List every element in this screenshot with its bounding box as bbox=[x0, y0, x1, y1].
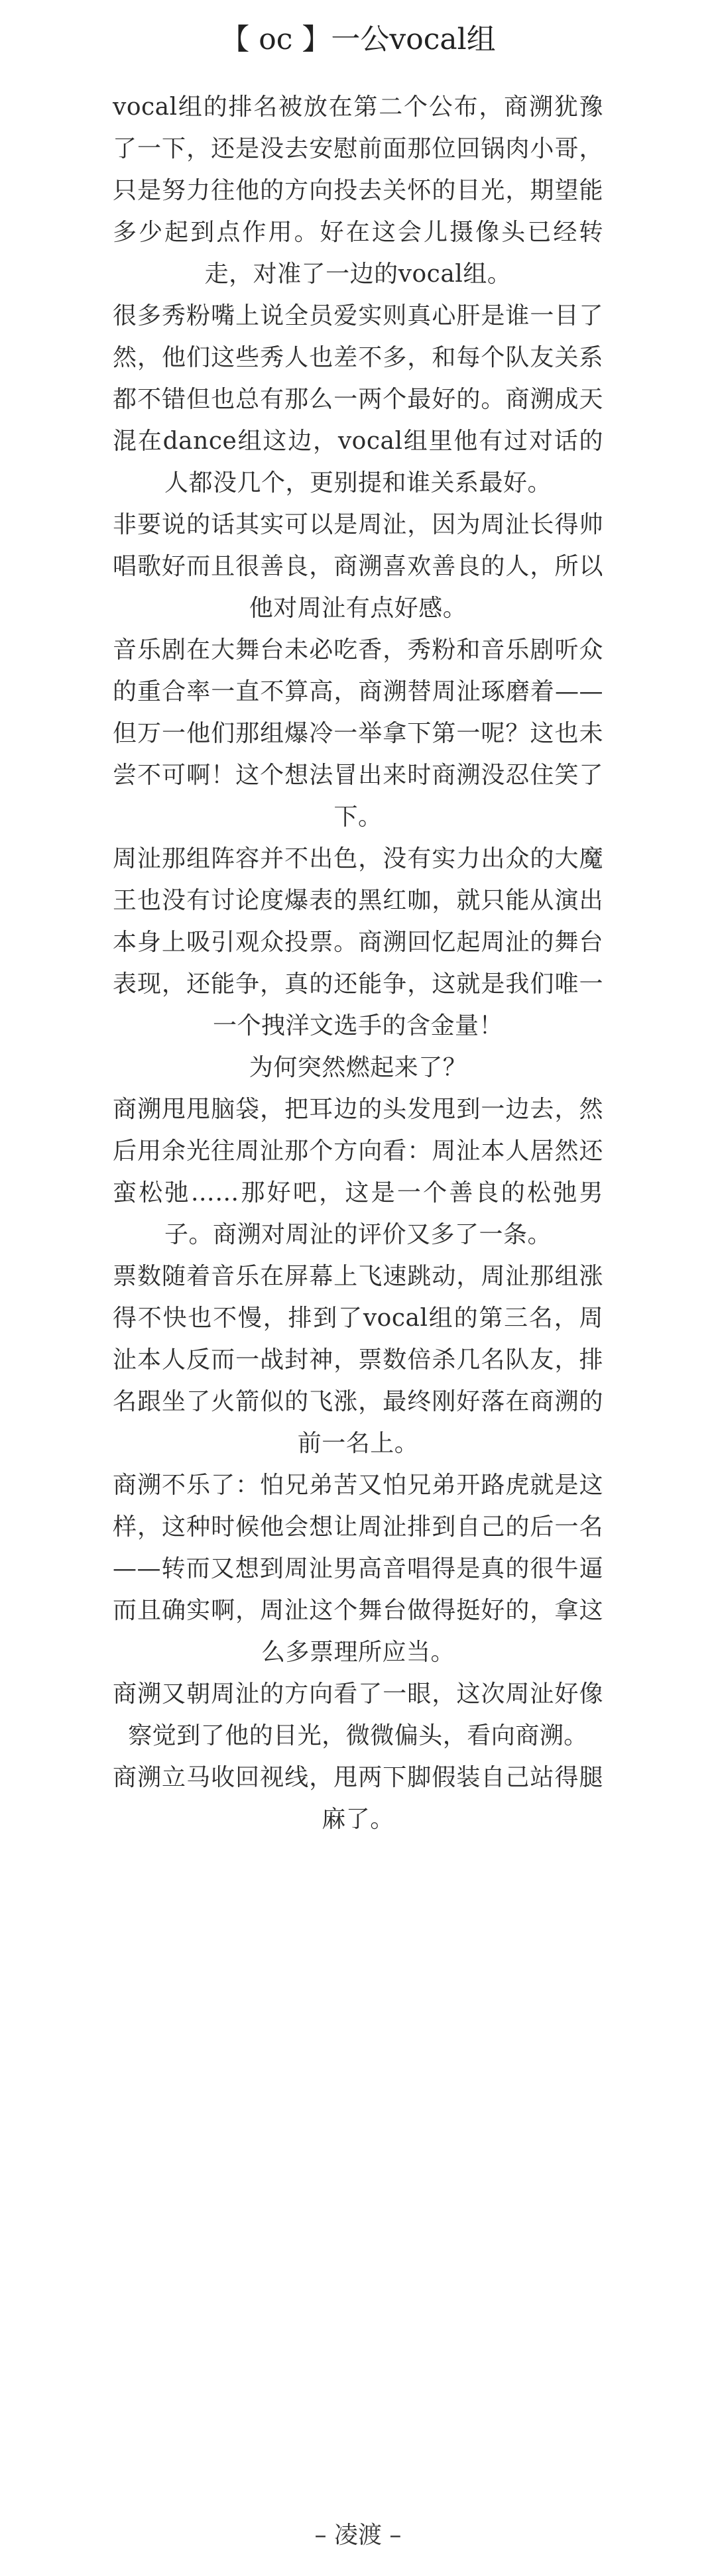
document-title: 【 oc 】一公vocal组 bbox=[220, 23, 496, 56]
paragraph-2: 很多秀粉嘴上说全员爱实则真心肝是谁一目了然，他们这些秀人也差不多，和每个队友关系都不错但也总有那么一两个最好的。商溯成天混在dance组这边，vocal组里他有过对话的人都没几个，更别提和谁关系最好。 bbox=[113, 302, 603, 497]
paragraph-7: 商溯甩甩脑袋，把耳边的头发甩到一边去，然后用余光往周沚那个方向看：周沚本人居然还蛮松弛……那好吧，这是一个善良的松弛男子。商溯对周沚的评价又多了一条。 bbox=[113, 1096, 603, 1248]
paragraph-6: 为何突然燃起来了？ bbox=[249, 1054, 467, 1081]
document-body bbox=[113, 86, 603, 1840]
author-signature: – 凌渡 – bbox=[314, 2522, 402, 2549]
paragraph-5: 周沚那组阵容并不出色，没有实力出众的大魔王也没有讨论度爆表的黑红咖，就只能从演出本身上吸引观众投票。商溯回忆起周沚的舞台表现，还能争，真的还能争，这就是我们唯一一个拽洋文选手的含金量！ bbox=[113, 845, 603, 1039]
paragraph-4: 音乐剧在大舞台未必吃香，秀粉和音乐剧听众的重合率一直不算高，商溯替周沚琢磨着——但万一他们那组爆冷一举拿下第一呢？这也未尝不可啊！这个想法冒出来时商溯没忍住笑了下。 bbox=[113, 636, 603, 831]
paragraph-9: 商溯不乐了：怕兄弟苦又怕兄弟开路虎就是这样，这种时候他会想让周沚排到自己的后一名——转而又想到周沚男高音唱得是真的很牛逼而且确实啊，周沚这个舞台做得挺好的，拿这么多票理所应当。 bbox=[113, 1472, 603, 1666]
paragraph-1: vocal组的排名被放在第二个公布，商溯犹豫了一下，还是没去安慰前面那位回锅肉小哥，只是努力往他的方向投去关怀的目光，期望能多少起到点作用。好在这会儿摄像头已经转走，对准了一边的vocal组。 bbox=[113, 93, 603, 288]
paragraph-8: 票数随着音乐在屏幕上飞速跳动，周沚那组涨得不快也不慢，排到了vocal组的第三名，周沚本人反而一战封神，票数倍杀几名队友，排名跟坐了火箭似的飞涨，最终刚好落在商溯的前一名上。 bbox=[113, 1263, 603, 1457]
paragraph-3: 非要说的话其实可以是周沚，因为周沚长得帅唱歌好而且很善良，商溯喜欢善良的人，所以他对周沚有点好感。 bbox=[113, 511, 603, 622]
paragraph-11: 商溯立马收回视线，甩两下脚假装自己站得腿麻了。 bbox=[113, 1764, 603, 1833]
paragraph-10: 商溯又朝周沚的方向看了一眼，这次周沚好像察觉到了他的目光，微微偏头，看向商溯。 bbox=[113, 1680, 603, 1749]
